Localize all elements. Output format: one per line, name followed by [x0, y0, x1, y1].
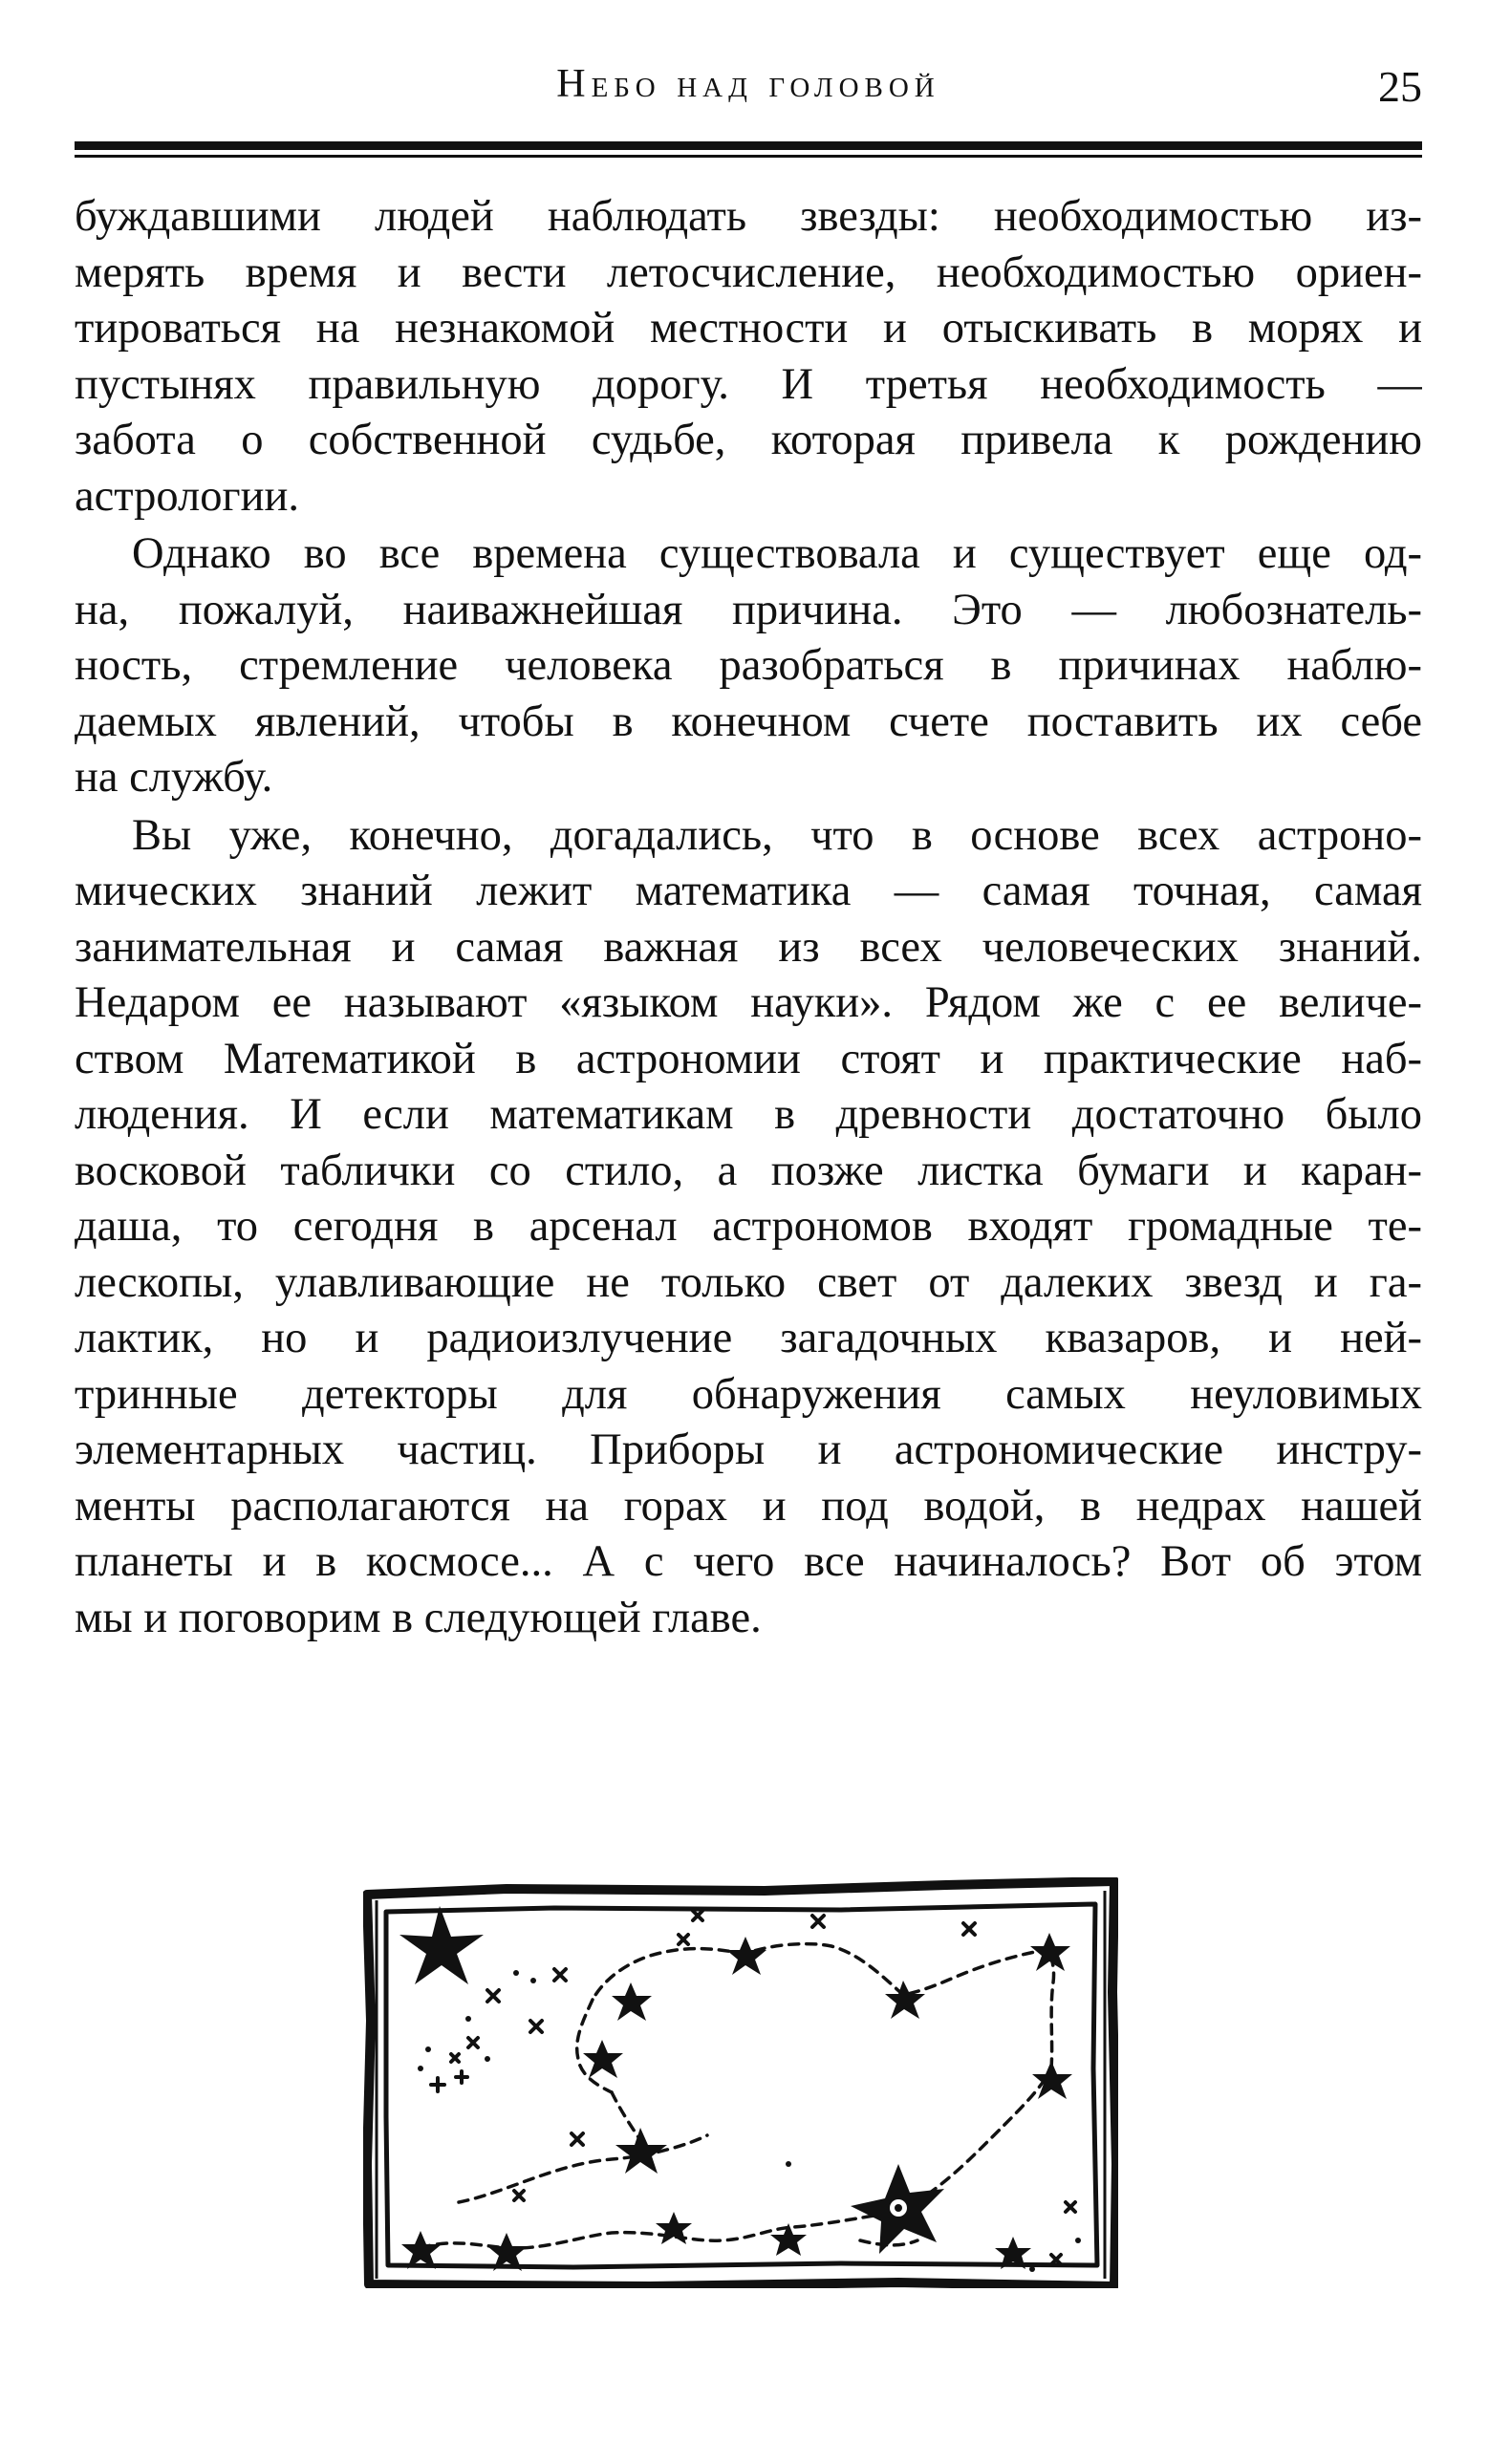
text-line: Однако во все времена существовала и существует еще од- [132, 529, 1422, 578]
text-line: на службу. [75, 753, 273, 802]
text-line: буждавшими людей наблюдать звезды: необходимостью из- [75, 192, 1422, 241]
text-line: восковой таблички со стило, а позже листка бумаги и каран- [75, 1146, 1422, 1195]
constellation-map-icon [363, 1877, 1118, 2288]
text-line: лактик, но и радиоизлучение загадочных квазаров, и ней- [75, 1314, 1422, 1362]
text-line: пустынях правильную дорогу. И третья необходимость — [75, 359, 1422, 409]
text-line: забота о собственной судьбе, которая привела к рождению [75, 416, 1422, 464]
text-line: Недаром ее называют «языком науки». Рядом же с ее величе- [75, 978, 1422, 1027]
text-line: мерять время и вести летосчисление, необходимостью ориен- [75, 247, 1422, 297]
text-line: мы и поговорим в следующей главе. [75, 1593, 762, 1642]
body-text [75, 189, 1422, 1646]
text-line: занимательная и самая важная из всех человеческих знаний. [75, 922, 1422, 972]
text-line: даша, то сегодня в арсенал астрономов входят громадные те- [75, 1202, 1422, 1251]
text-line: астрологии. [75, 471, 299, 521]
text-line: ность, стремление человека разобраться в причинах наблю- [75, 641, 1422, 690]
text-line: мических знаний лежит математика — самая точная, самая [75, 867, 1422, 915]
constellation-map-illustration [363, 1877, 1118, 2288]
text-line: тироваться на незнакомой местности и отыскивать в морях и [75, 304, 1422, 353]
running-head [75, 55, 1422, 122]
text-line: на, пожалуй, наиважнейшая причина. Это — любознатель- [75, 585, 1422, 634]
paragraph-3 [75, 808, 1422, 1647]
text-line: планеты и в космосе... А с чего все начиналось? Вот об этом [75, 1537, 1422, 1586]
paragraph-2 [75, 526, 1422, 806]
header-rule-thin [75, 155, 1422, 158]
text-line: даемых явлений, чтобы в конечном счете поставить их себе [75, 696, 1422, 746]
text-line: тринные детекторы для обнаружения самых неуловимых [75, 1369, 1422, 1419]
text-line: менты располагаются на горах и под водой, в недрах нашей [75, 1481, 1422, 1531]
header-rule-thick [75, 141, 1422, 150]
text-line: элементарных частиц. Приборы и астрономические инстру- [75, 1425, 1422, 1474]
text-line: людения. И если математикам в древности достаточно было [75, 1090, 1422, 1139]
running-title: Небо над головой [556, 62, 940, 106]
text-line: лескопы, улавливающие не только свет от далеких звезд и га- [75, 1257, 1422, 1307]
text-line: Вы уже, конечно, догадались, что в основе всех астроно- [132, 810, 1422, 860]
page-number: 25 [1378, 62, 1422, 111]
text-line: ством Математикой в астрономии стоят и практические наб- [75, 1034, 1422, 1083]
paragraph-1 [75, 189, 1422, 525]
